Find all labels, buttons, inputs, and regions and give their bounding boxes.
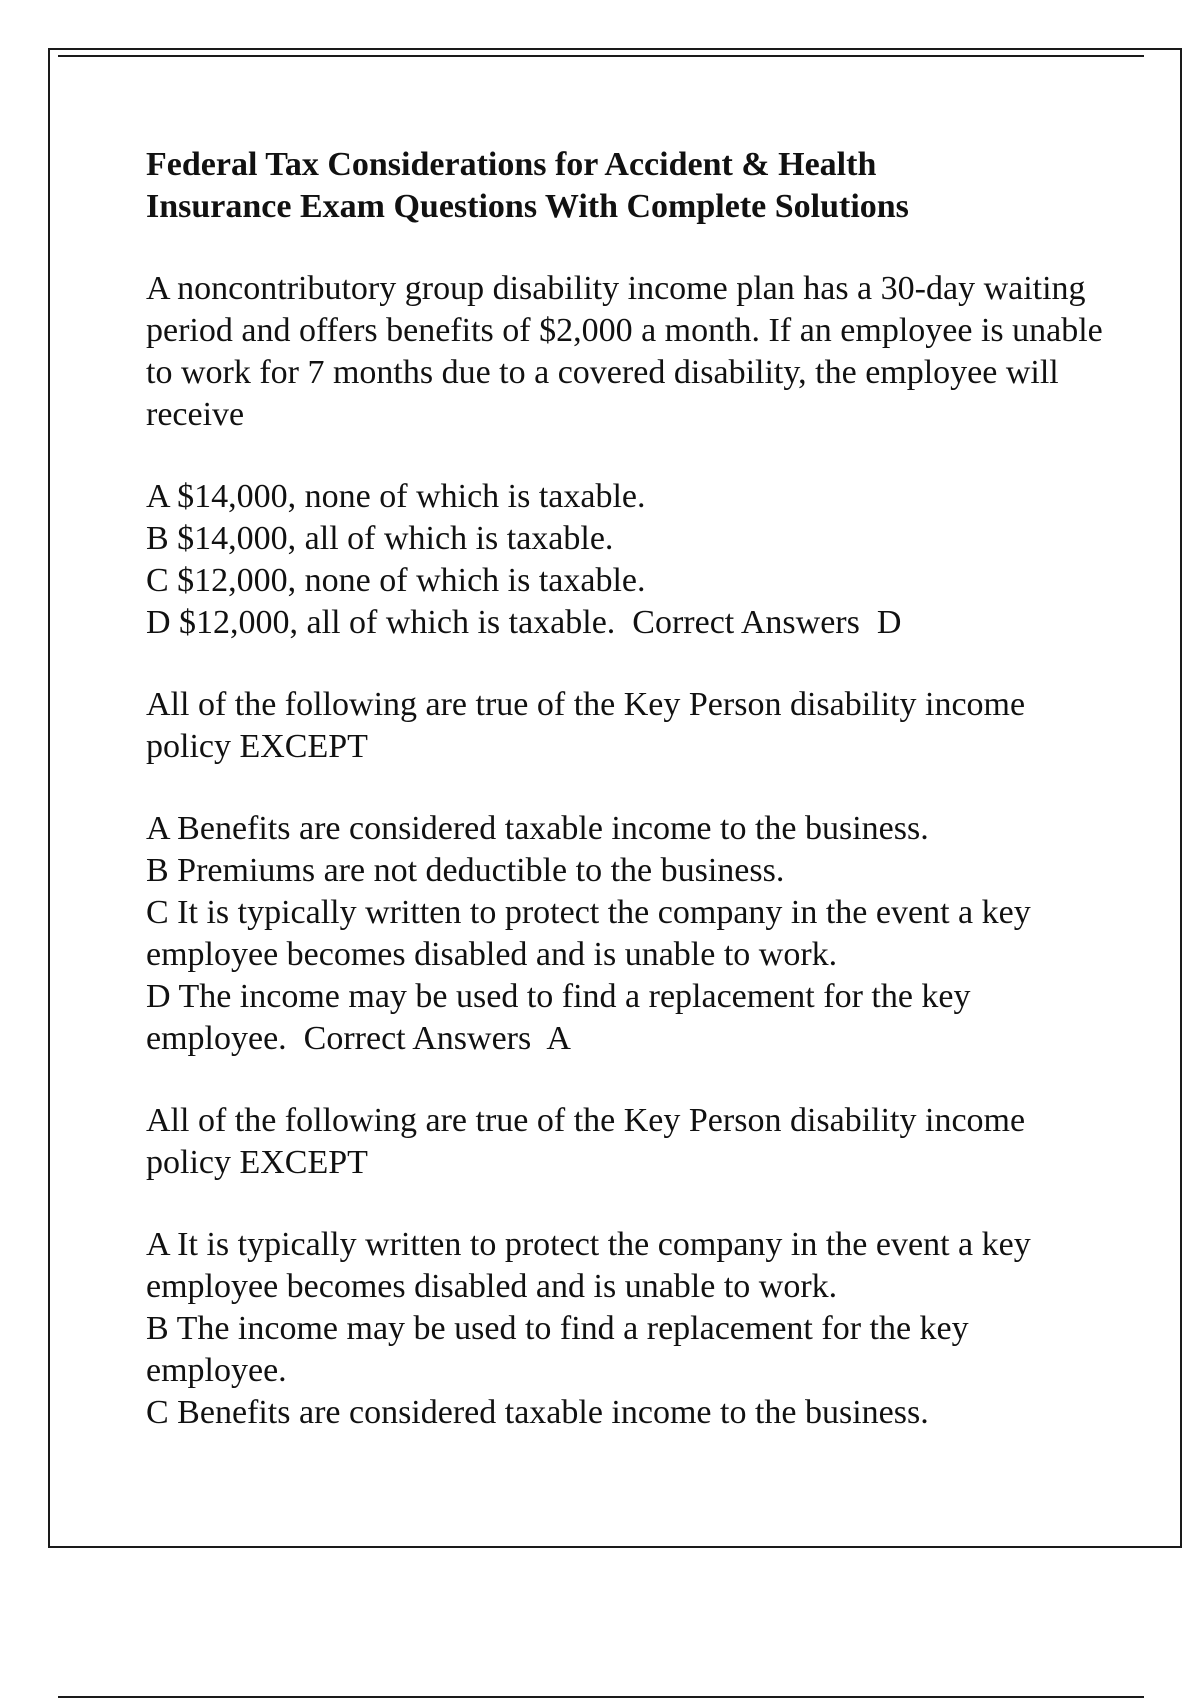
question-prompt: All of the following are true of the Key Person disability income policy EXCEPT [146,1102,1026,1181]
correct-answer: Correct Answers D [615,604,902,641]
question-prompt: A noncontributory group disability income plan has a 30-day waiting period and offers benefits of $2,000 a month. If an employee is unable to work for 7 months due to a covered disability, the employee will receive [146,270,1103,433]
correct-answer: Correct Answers A [286,1020,571,1057]
answer-option: C It is typically written to protect the company in the event a key employee becomes disabled and is unable to work. [146,894,1031,973]
answer-option: A $14,000, none of which is taxable. [146,478,646,515]
answer-option: A Benefits are considered taxable income to the business. [146,810,929,847]
answer-option: C Benefits are considered taxable income to the business. [146,1394,929,1431]
top-rule [58,55,1144,57]
answer-option-with-answer [146,602,1106,644]
answer-options [146,808,1106,1060]
bottom-rule [58,1696,1144,1698]
answer-option: D $12,000, all of which is taxable. [146,604,616,641]
document-title-line: Federal Tax Considerations for Accident & Health [146,146,877,183]
question-prompt: All of the following are true of the Key Person disability income policy EXCEPT [146,686,1026,765]
document-title-line: Insurance Exam Questions With Complete Solutions [146,188,909,225]
answer-option: B Premiums are not deductible to the business. [146,852,785,889]
answer-options [146,1224,1106,1434]
answer-options [146,476,1106,644]
document-title [146,144,1106,228]
answer-option: A It is typically written to protect the company in the event a key employee becomes disabled and is unable to work. [146,1226,1031,1305]
answer-option: D The income may be used to find a replacement for the key employee. [146,978,971,1057]
answer-option: C $12,000, none of which is taxable. [146,562,646,599]
answer-option: B $14,000, all of which is taxable. [146,520,614,557]
answer-option: B The income may be used to find a replacement for the key employee. [146,1310,969,1389]
answer-option-with-answer [146,976,1106,1060]
document-body [146,144,1106,1474]
